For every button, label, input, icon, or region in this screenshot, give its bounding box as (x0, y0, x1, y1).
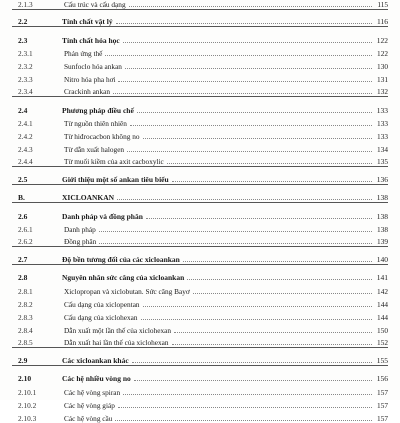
toc-page: 122 (376, 35, 388, 45)
toc-title: Dẫn xuất một lần thế của xiclohexan (64, 325, 171, 335)
dot-leader (183, 260, 372, 262)
toc-title: Các hệ vòng spiran (64, 387, 121, 397)
toc-row-section (12, 185, 388, 203)
toc-row (12, 234, 388, 247)
dot-leader (115, 419, 372, 421)
toc-row-section (12, 348, 388, 366)
toc-title: Danh pháp và đồng phân (62, 211, 143, 221)
toc-number: 2.3.2 (18, 61, 33, 71)
toc-page: 141 (376, 273, 388, 283)
toc-page: 138 (376, 211, 388, 221)
toc-number: 2.8.4 (18, 325, 33, 335)
toc-row-section (12, 27, 388, 45)
dot-leader (137, 111, 372, 113)
dot-leader (172, 343, 372, 345)
toc-row (12, 71, 388, 84)
toc-title: Cấu dạng của xiclohexan (64, 312, 138, 322)
toc-row (12, 154, 388, 167)
toc-row-section (12, 247, 388, 265)
toc-row (12, 296, 388, 309)
toc-page: 139 (377, 236, 388, 246)
toc-page: 135 (377, 157, 388, 167)
toc-page: 134 (377, 145, 388, 155)
toc-row-section (12, 97, 388, 115)
toc-number: 2.8.5 (18, 337, 33, 347)
toc-title: Danh pháp (64, 224, 96, 234)
toc-page: 156 (376, 374, 388, 384)
toc-row-section (12, 167, 388, 185)
dot-leader (116, 22, 372, 24)
toc-title: Các xicloankan khác (62, 355, 129, 365)
dot-leader (174, 331, 372, 333)
toc-row-section (12, 9, 388, 27)
toc-row (12, 84, 388, 97)
toc-page: 136 (376, 175, 388, 185)
table-of-contents (12, 0, 388, 423)
toc-title: Từ nguồn thiên nhiên (64, 118, 127, 128)
toc-title: Phản ứng thế (64, 48, 103, 58)
toc-row-section (12, 366, 388, 384)
dot-leader (127, 150, 372, 152)
dot-leader (187, 278, 372, 280)
toc-title: Nguyên nhân sức căng của xicloankan (62, 273, 185, 283)
toc-title: Tính chất hóa học (62, 35, 120, 45)
toc-title: Tính chất vật lý (62, 16, 113, 26)
toc-title: Độ bền tương đối của các xicloankan (62, 254, 180, 264)
toc-row (12, 141, 388, 154)
toc-row (12, 128, 388, 141)
toc-number: 2.8.2 (18, 299, 33, 309)
toc-number: 2.6 (18, 211, 28, 221)
toc-number: 2.3 (18, 35, 28, 45)
toc-page: 157 (377, 400, 388, 410)
toc-page: 122 (377, 48, 388, 58)
dot-leader (130, 124, 372, 126)
toc-number: 2.4.3 (18, 145, 33, 155)
dot-leader (118, 80, 372, 82)
toc-row-section (12, 203, 388, 221)
toc-page: 150 (377, 325, 388, 335)
toc-title: Cấu dạng của xiclopentan (64, 299, 140, 309)
toc-row-section (12, 265, 388, 283)
toc-page: 155 (376, 355, 388, 365)
toc-number: 2.10.1 (18, 387, 37, 397)
toc-number: 2.8.1 (18, 286, 33, 296)
dot-leader (99, 242, 372, 244)
toc-page: 140 (376, 254, 388, 264)
toc-page: 142 (377, 286, 388, 296)
toc-page: 157 (377, 387, 388, 397)
toc-page: 133 (377, 132, 388, 142)
toc-row (12, 397, 388, 410)
toc-title: Từ muối kiềm của axit cacboxylic (64, 157, 164, 167)
toc-number: 2.4.2 (18, 132, 33, 142)
dot-leader (105, 54, 372, 56)
toc-page: 115 (377, 0, 388, 10)
toc-row (12, 282, 388, 295)
toc-number: 2.10 (18, 374, 32, 384)
toc-row (12, 383, 388, 396)
toc-row (12, 410, 388, 423)
toc-title: Dẫn xuất hai lần thế của xiclohexan (64, 337, 169, 347)
dot-leader (134, 379, 372, 381)
toc-title: Các hệ nhiều vòng no (62, 374, 131, 384)
toc-page: 138 (376, 192, 388, 202)
dot-leader (99, 230, 372, 232)
toc-title: Xiclopropan và xiclobutan. Sức căng Bayơ (64, 286, 190, 296)
toc-title: Phương pháp điều chế (62, 105, 134, 115)
dot-leader (132, 361, 372, 363)
toc-title: Từ hiđrocacbon không no (64, 132, 140, 142)
toc-number: 2.10.3 (18, 413, 37, 423)
dot-leader (172, 180, 372, 182)
dot-leader (129, 5, 372, 7)
toc-page: 144 (377, 299, 388, 309)
dot-leader (123, 41, 372, 43)
toc-row (12, 58, 388, 71)
toc-row (12, 115, 388, 128)
dot-leader (143, 137, 373, 139)
toc-title: Crackinh ankan (64, 87, 110, 97)
toc-number: 2.8.3 (18, 312, 33, 322)
toc-title: Từ dẫn xuất halogen (64, 145, 125, 155)
dot-leader (143, 305, 372, 307)
toc-number: 2.2 (18, 16, 28, 26)
dot-leader (113, 92, 372, 94)
toc-row (12, 0, 388, 9)
dot-leader (193, 292, 372, 294)
toc-number: 2.9 (18, 355, 28, 365)
toc-number: 2.7 (18, 254, 28, 264)
toc-title: Đồng phân (64, 236, 97, 246)
dot-leader (141, 318, 372, 320)
dot-leader (125, 67, 372, 69)
toc-number: 2.3.1 (18, 48, 33, 58)
toc-title: Sunfoclo hóa ankan (64, 61, 122, 71)
toc-title: Các hệ vòng giáp (64, 400, 115, 410)
toc-number: 2.3.4 (18, 87, 33, 97)
toc-title: Giới thiệu một số ankan tiêu biểu (62, 175, 169, 185)
toc-row (12, 45, 388, 58)
toc-number: 2.6.1 (18, 224, 33, 234)
dot-leader (167, 162, 372, 164)
toc-page: 133 (377, 118, 388, 128)
toc-title: XICLOANKAN (62, 192, 115, 202)
toc-page: 131 (377, 74, 388, 84)
toc-page: 130 (377, 61, 388, 71)
dot-leader (117, 198, 372, 200)
toc-number: 2.3.3 (18, 74, 33, 84)
toc-page: 138 (377, 224, 388, 234)
dot-leader (146, 217, 372, 219)
toc-page: 132 (377, 87, 388, 97)
toc-row (12, 309, 388, 322)
toc-page: 133 (376, 105, 388, 115)
toc-page: 152 (377, 337, 388, 347)
toc-number: 2.5 (18, 175, 28, 185)
toc-number: 2.4.4 (18, 157, 33, 167)
toc-row (12, 221, 388, 234)
toc-number: 2.1.3 (18, 0, 33, 10)
toc-row (12, 322, 388, 335)
toc-page: 157 (377, 413, 388, 423)
toc-number: B. (18, 192, 25, 202)
toc-page: 144 (377, 312, 388, 322)
toc-number: 2.4.1 (18, 118, 33, 128)
toc-row (12, 335, 388, 348)
toc-number: 2.8 (18, 273, 28, 283)
dot-leader (123, 393, 372, 395)
toc-title: Nitro hóa pha hơi (64, 74, 116, 84)
toc-number: 2.4 (18, 105, 28, 115)
dot-leader (118, 406, 372, 408)
toc-number: 2.10.2 (18, 400, 37, 410)
toc-title: Cấu trúc và cấu dạng (64, 0, 126, 10)
toc-title: Các hệ vòng cầu (64, 413, 113, 423)
toc-number: 2.6.2 (18, 236, 33, 246)
toc-page: 116 (377, 16, 388, 26)
